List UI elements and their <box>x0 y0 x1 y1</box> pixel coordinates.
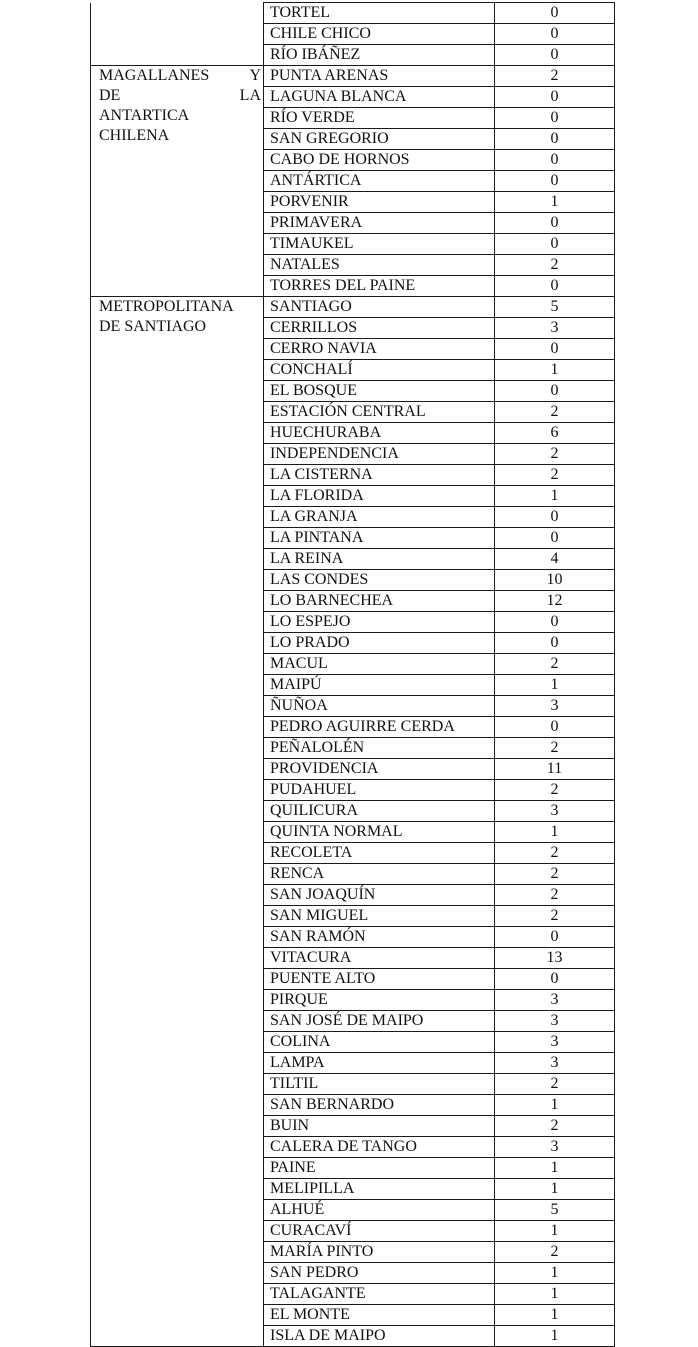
commune-name-cell: MAIPÚ <box>264 675 495 696</box>
commune-name-cell: TORTEL <box>264 3 495 24</box>
count-cell: 3 <box>495 1137 615 1158</box>
count-cell: 5 <box>495 1200 615 1221</box>
region-name-line <box>99 297 261 317</box>
commune-name-cell: PUENTE ALTO <box>264 969 495 990</box>
count-cell: 0 <box>495 87 615 108</box>
commune-name-cell: CERRILLOS <box>264 318 495 339</box>
count-cell: 0 <box>495 213 615 234</box>
table-row <box>91 297 615 318</box>
commune-name-cell: PORVENIR <box>264 192 495 213</box>
count-cell: 2 <box>495 738 615 759</box>
count-cell: 4 <box>495 549 615 570</box>
commune-name-cell: MACUL <box>264 654 495 675</box>
region-name-word: METROPOLITANA <box>99 298 234 315</box>
commune-name-cell: PRIMAVERA <box>264 213 495 234</box>
region-name-line <box>99 317 261 337</box>
count-cell: 0 <box>495 612 615 633</box>
commune-name-cell: LO BARNECHEA <box>264 591 495 612</box>
count-cell: 0 <box>495 339 615 360</box>
count-cell: 1 <box>495 192 615 213</box>
count-cell: 6 <box>495 423 615 444</box>
region-name-word: DE <box>99 87 121 104</box>
count-cell: 1 <box>495 1284 615 1305</box>
count-cell: 2 <box>495 906 615 927</box>
count-cell: 2 <box>495 885 615 906</box>
region-name-word: MAGALLANES <box>99 67 210 84</box>
commune-name-cell: PEÑALOLÉN <box>264 738 495 759</box>
commune-name-cell: CHILE CHICO <box>264 24 495 45</box>
commune-name-cell: CONCHALÍ <box>264 360 495 381</box>
commune-name-cell: LO PRADO <box>264 633 495 654</box>
table-row <box>91 66 615 87</box>
count-cell: 3 <box>495 318 615 339</box>
commune-name-cell: LA FLORIDA <box>264 486 495 507</box>
count-cell: 1 <box>495 1095 615 1116</box>
commune-name-cell: LA PINTANA <box>264 528 495 549</box>
count-cell: 2 <box>495 654 615 675</box>
commune-name-cell: CERRO NAVIA <box>264 339 495 360</box>
commune-name-cell: LAGUNA BLANCA <box>264 87 495 108</box>
commune-name-cell: ÑUÑOA <box>264 696 495 717</box>
commune-name-cell: CABO DE HORNOS <box>264 150 495 171</box>
count-cell: 2 <box>495 1242 615 1263</box>
count-cell: 0 <box>495 234 615 255</box>
count-cell: 10 <box>495 570 615 591</box>
commune-name-cell: CALERA DE TANGO <box>264 1137 495 1158</box>
commune-name-cell: RENCA <box>264 864 495 885</box>
commune-name-cell: SAN PEDRO <box>264 1263 495 1284</box>
count-cell: 0 <box>495 633 615 654</box>
count-cell: 13 <box>495 948 615 969</box>
commune-name-cell: NATALES <box>264 255 495 276</box>
count-cell: 2 <box>495 66 615 87</box>
count-cell: 2 <box>495 402 615 423</box>
count-cell: 2 <box>495 255 615 276</box>
commune-name-cell: LAMPA <box>264 1053 495 1074</box>
region-name-word: CHILENA <box>99 127 170 144</box>
count-cell: 0 <box>495 45 615 66</box>
count-cell: 1 <box>495 1179 615 1200</box>
commune-name-cell: TILTIL <box>264 1074 495 1095</box>
commune-name-cell: LA GRANJA <box>264 507 495 528</box>
count-cell: 0 <box>495 129 615 150</box>
region-name-line <box>99 126 261 146</box>
count-cell: 1 <box>495 486 615 507</box>
count-cell: 1 <box>495 822 615 843</box>
commune-name-cell: EL BOSQUE <box>264 381 495 402</box>
count-cell: 3 <box>495 801 615 822</box>
commune-name-cell: ANTÁRTICA <box>264 171 495 192</box>
commune-name-cell: LA CISTERNA <box>264 465 495 486</box>
count-cell: 3 <box>495 696 615 717</box>
commune-name-cell: LAS CONDES <box>264 570 495 591</box>
region-name-word: LA <box>239 87 261 104</box>
commune-name-cell: PIRQUE <box>264 990 495 1011</box>
count-cell: 0 <box>495 24 615 45</box>
count-cell: 0 <box>495 969 615 990</box>
commune-name-cell: PEDRO AGUIRRE CERDA <box>264 717 495 738</box>
count-cell: 3 <box>495 990 615 1011</box>
count-cell: 0 <box>495 171 615 192</box>
commune-name-cell: RECOLETA <box>264 843 495 864</box>
count-cell: 2 <box>495 864 615 885</box>
count-cell: 1 <box>495 1263 615 1284</box>
commune-name-cell: SANTIAGO <box>264 297 495 318</box>
count-cell: 0 <box>495 717 615 738</box>
region-name-word: DE SANTIAGO <box>99 318 207 335</box>
commune-name-cell: MARÍA PINTO <box>264 1242 495 1263</box>
region-cell <box>91 3 264 66</box>
commune-name-cell: PROVIDENCIA <box>264 759 495 780</box>
count-cell: 2 <box>495 1116 615 1137</box>
region-cell <box>91 66 264 297</box>
commune-name-cell: COLINA <box>264 1032 495 1053</box>
commune-name-cell: QUILICURA <box>264 801 495 822</box>
commune-name-cell: LA REINA <box>264 549 495 570</box>
count-cell: 2 <box>495 444 615 465</box>
count-cell: 2 <box>495 465 615 486</box>
commune-name-cell: TORRES DEL PAINE <box>264 276 495 297</box>
commune-name-cell: PUDAHUEL <box>264 780 495 801</box>
commune-name-cell: BUIN <box>264 1116 495 1137</box>
commune-name-cell: HUECHURABA <box>264 423 495 444</box>
count-cell: 0 <box>495 927 615 948</box>
count-cell: 2 <box>495 843 615 864</box>
region-name-line <box>99 86 261 106</box>
count-cell: 5 <box>495 297 615 318</box>
count-cell: 11 <box>495 759 615 780</box>
count-cell: 1 <box>495 1158 615 1179</box>
commune-name-cell: CURACAVÍ <box>264 1221 495 1242</box>
count-cell: 0 <box>495 528 615 549</box>
commune-name-cell: SAN GREGORIO <box>264 129 495 150</box>
count-cell: 12 <box>495 591 615 612</box>
count-cell: 0 <box>495 381 615 402</box>
count-cell: 3 <box>495 1053 615 1074</box>
commune-name-cell: SAN BERNARDO <box>264 1095 495 1116</box>
count-cell: 1 <box>495 1326 615 1347</box>
count-cell: 1 <box>495 675 615 696</box>
commune-count-table <box>90 2 615 1347</box>
count-cell: 2 <box>495 1074 615 1095</box>
commune-name-cell: TALAGANTE <box>264 1284 495 1305</box>
commune-name-cell: SAN MIGUEL <box>264 906 495 927</box>
commune-name-cell: ALHUÉ <box>264 1200 495 1221</box>
count-cell: 1 <box>495 1305 615 1326</box>
count-cell: 3 <box>495 1032 615 1053</box>
table-body <box>91 3 615 1347</box>
count-cell: 2 <box>495 780 615 801</box>
commune-name-cell: SAN RAMÓN <box>264 927 495 948</box>
region-cell <box>91 297 264 1347</box>
commune-name-cell: ISLA DE MAIPO <box>264 1326 495 1347</box>
count-cell: 0 <box>495 108 615 129</box>
region-name-word: ANTARTICA <box>99 107 190 124</box>
commune-name-cell: INDEPENDENCIA <box>264 444 495 465</box>
commune-name-cell: EL MONTE <box>264 1305 495 1326</box>
region-name-line <box>99 66 261 86</box>
commune-name-cell: SAN JOAQUÍN <box>264 885 495 906</box>
region-name-word: Y <box>249 67 261 84</box>
commune-name-cell: VITACURA <box>264 948 495 969</box>
commune-name-cell: QUINTA NORMAL <box>264 822 495 843</box>
commune-name-cell: RÍO VERDE <box>264 108 495 129</box>
count-cell: 0 <box>495 276 615 297</box>
count-cell: 0 <box>495 3 615 24</box>
count-cell: 3 <box>495 1011 615 1032</box>
commune-name-cell: ESTACIÓN CENTRAL <box>264 402 495 423</box>
commune-name-cell: MELIPILLA <box>264 1179 495 1200</box>
commune-name-cell: TIMAUKEL <box>264 234 495 255</box>
table-row <box>91 3 615 24</box>
count-cell: 1 <box>495 1221 615 1242</box>
count-cell: 1 <box>495 360 615 381</box>
region-name-line <box>99 106 261 126</box>
commune-name-cell: RÍO IBÁÑEZ <box>264 45 495 66</box>
commune-name-cell: LO ESPEJO <box>264 612 495 633</box>
commune-name-cell: PAINE <box>264 1158 495 1179</box>
count-cell: 0 <box>495 150 615 171</box>
count-cell: 0 <box>495 507 615 528</box>
commune-name-cell: SAN JOSÉ DE MAIPO <box>264 1011 495 1032</box>
commune-name-cell: PUNTA ARENAS <box>264 66 495 87</box>
